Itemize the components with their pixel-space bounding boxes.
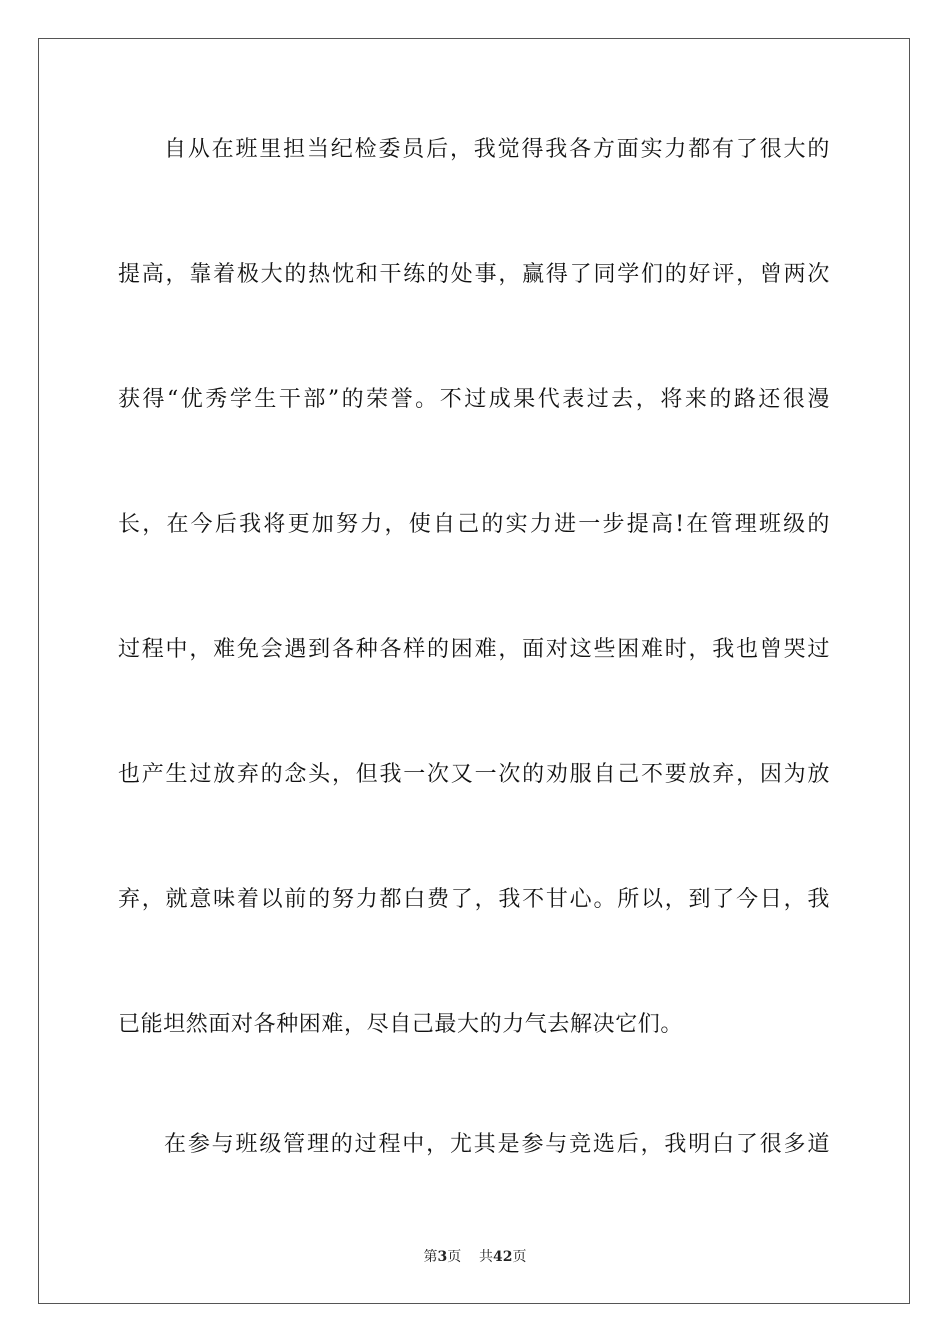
paragraph-1-line-5: 过程中，难免会遇到各种各样的困难，面对这些困难时，我也曾哭过 bbox=[118, 637, 830, 662]
paragraph-1-line-7: 弃，就意味着以前的努力都白费了，我不甘心。所以，到了今日，我 bbox=[118, 887, 830, 912]
total-prefix: 共 bbox=[479, 1249, 494, 1265]
paragraph-1-line-1: 自从在班里担当纪检委员后，我觉得我各方面实力都有了很大的 bbox=[164, 137, 830, 162]
paragraph-1-line-3: 获得“优秀学生干部”的荣誉。不过成果代表过去，将来的路还很漫 bbox=[118, 387, 830, 412]
paragraph-1-line-4: 长，在今后我将更加努力，使自己的实力进一步提高!在管理班级的 bbox=[118, 512, 830, 537]
paragraph-1-line-6: 也产生过放弃的念头，但我一次又一次的劝服自己不要放弃，因为放 bbox=[118, 762, 830, 787]
page-footer bbox=[0, 1248, 950, 1266]
total-pages: 42 bbox=[493, 1249, 513, 1265]
page-suffix: 页 bbox=[447, 1249, 462, 1265]
paragraph-1-line-2: 提高，靠着极大的热忱和干练的处事，赢得了同学们的好评，曾两次 bbox=[118, 262, 830, 287]
total-suffix: 页 bbox=[512, 1249, 527, 1265]
page-number: 3 bbox=[437, 1249, 448, 1265]
paragraph-1-line-8: 已能坦然面对各种困难，尽自己最大的力气去解决它们。 bbox=[118, 1012, 684, 1037]
page-border bbox=[38, 38, 910, 1304]
paragraph-2-line-1: 在参与班级管理的过程中，尤其是参与竞选后，我明白了很多道 bbox=[164, 1132, 830, 1157]
page-prefix: 第 bbox=[423, 1249, 438, 1265]
